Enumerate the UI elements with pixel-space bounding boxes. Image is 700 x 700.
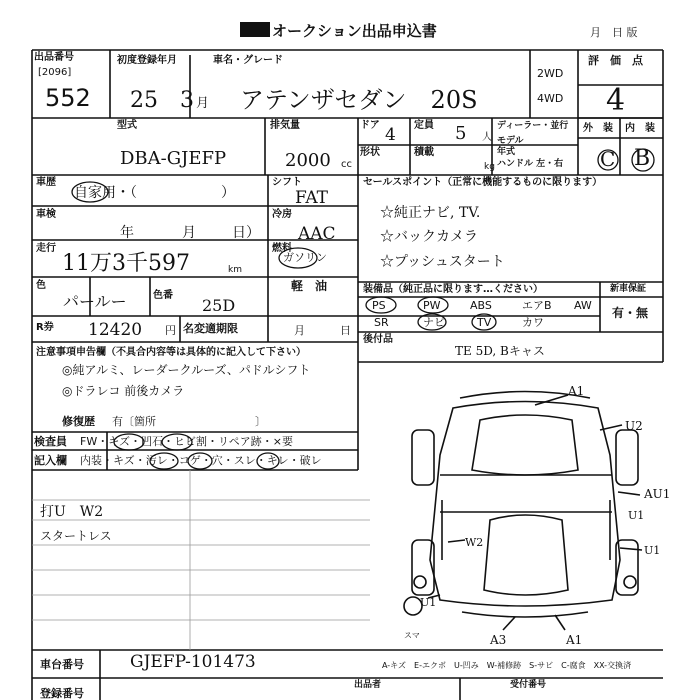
equip-ps: PS: [372, 299, 386, 312]
displacement-unit: cc: [341, 159, 352, 170]
color-code: 25D: [202, 296, 236, 315]
shift-label: シフト: [272, 177, 302, 188]
equip-sr: SR: [374, 316, 389, 329]
doors-value: 4: [385, 125, 396, 145]
lot-code: [2096]: [38, 67, 72, 78]
mileage-label: 走行: [36, 243, 56, 254]
shape-label: 形状: [360, 147, 380, 158]
equip-leather: カワ: [522, 316, 544, 329]
recycle-unit: 円: [165, 324, 176, 337]
load-unit: kg: [484, 162, 495, 172]
inspector-fw-row: FW・キズ・凹石・ヒビ割・リペア跡・×要: [80, 435, 293, 448]
displacement-label: 排気量: [270, 120, 300, 131]
car-name: アテンザセダン 20S: [240, 86, 478, 114]
recycle-label: R券: [36, 322, 54, 333]
form-title: オークション出品申込書: [272, 22, 437, 40]
history-label: 車歴: [36, 177, 56, 188]
registration-label: 初度登録年月: [117, 55, 177, 66]
cooler-label: 冷房: [272, 209, 292, 220]
handle-label: ハンドル 左・右: [497, 159, 564, 169]
inspector-interior-row: 内装・キズ・汚レ・コゲ・穴・スレ・キレ・破レ: [80, 454, 322, 467]
aftermarket-value: TE 5D, Bキャス: [455, 344, 545, 358]
aftermarket-label: 後付品: [363, 334, 393, 345]
sales-point-2: ☆バックカメラ: [380, 229, 478, 245]
inspection-day-unit: 日）: [232, 225, 260, 241]
load-label: 積載: [414, 147, 434, 158]
equip-tv: TV: [477, 316, 492, 329]
notes-line-1: ◎純アルミ、レーダークルーズ、パドルシフト: [62, 363, 311, 377]
color-value: パールー: [63, 292, 127, 311]
model-year-label-2: 年式: [497, 147, 516, 157]
name-change-month: 月: [294, 324, 305, 337]
mark-au1: AU1: [644, 487, 671, 501]
displacement-value: 2000: [285, 150, 331, 171]
registration-month-unit: 月: [196, 96, 210, 111]
smartkey-icon-label: スマ: [404, 631, 420, 640]
new-car-warranty-label: 新車保証: [610, 284, 647, 294]
equipment-label: 装備品（純正品に限ります…ください）: [363, 284, 543, 295]
model-label: 型式: [117, 120, 137, 131]
equip-airbag: エアB: [522, 299, 552, 312]
evaluation-label: 評 価 点: [588, 54, 643, 67]
shift-value: FAT: [295, 188, 329, 208]
mark-a1-top: A1: [568, 384, 585, 398]
interior-label: 内 装: [625, 123, 655, 134]
registration-no-label: 登録番号: [40, 687, 84, 700]
mileage-unit: km: [228, 265, 242, 275]
repair-value: 有〔箇所 〕: [112, 415, 266, 428]
inspection-label: 車検: [36, 209, 56, 220]
new-car-warranty-value: 有・無: [612, 306, 649, 320]
exterior-label: 外 装: [583, 123, 613, 134]
exterior-grade: C: [600, 147, 616, 171]
inspector-label-2: 記入欄: [34, 454, 67, 467]
notes-label: 注意事項申告欄（不具合内容等は具体的に記入して下さい）: [36, 347, 306, 358]
inspection-year-unit: 年: [120, 225, 134, 241]
model-value: DBA-GJEFP: [120, 148, 227, 169]
mark-u1-right-b: U1: [644, 544, 661, 557]
mileage-value: 11万3千597: [62, 251, 190, 276]
history-value: 自家用・（ ）: [74, 185, 235, 201]
mark-w2: W2: [465, 536, 484, 549]
lot-number: 552: [45, 84, 91, 112]
mark-u1-left: U1: [420, 596, 437, 609]
capacity-label: 定員: [414, 120, 434, 131]
evaluation-score: 4: [606, 83, 626, 118]
cooler-value: AAC: [298, 224, 336, 244]
notes-line-2: ◎ドラレコ 前後カメラ: [62, 384, 185, 398]
mark-a3: A3: [490, 633, 507, 647]
equip-navi: ナビ: [423, 316, 445, 329]
interior-grade: B: [634, 146, 651, 171]
sales-point-3: ☆プッシュスタート: [380, 254, 505, 270]
capacity-unit: 人: [482, 132, 492, 143]
mark-u1-right-a: U1: [628, 509, 645, 522]
model-year-label-1: モデル: [497, 136, 524, 146]
inspector-note-2: スタートレス: [40, 529, 112, 543]
drive-4wd: 4WD: [537, 92, 564, 105]
doors-label: ドア: [360, 120, 380, 131]
capacity-value: 5: [455, 123, 467, 144]
sales-points-label: セールスポイント（正常に機能するものに限ります）: [363, 177, 603, 188]
lot-label: 出品番号: [34, 52, 74, 63]
equip-abs: ABS: [470, 299, 492, 312]
drive-2wd: 2WD: [537, 67, 564, 80]
color-label: 色: [36, 280, 46, 291]
damage-legend: A-キズ E-エクボ U-凹み W-補修跡 S-サビ C-腐食 XX-交換済: [382, 661, 632, 670]
name-change-label: 名変適期限: [183, 322, 238, 335]
fuel-other: 軽 油: [291, 279, 328, 293]
date-corner: 月 日 版: [590, 26, 638, 39]
equip-aw: AW: [574, 299, 592, 312]
color-code-label: 色番: [153, 290, 173, 301]
car-name-label: 車名・グレード: [213, 55, 283, 66]
registration-year: 25: [130, 88, 158, 113]
repair-label: 修復歴: [62, 415, 95, 428]
equip-pw: PW: [423, 299, 441, 312]
fuel-label: 燃料: [272, 243, 292, 254]
sales-point-1: ☆純正ナビ, TV.: [380, 205, 481, 221]
mark-u2: U2: [625, 419, 643, 433]
mark-a1-bottom: A1: [566, 633, 583, 647]
inspector-label-1: 検査員: [34, 435, 67, 448]
inspector-note-1: 打U W2: [40, 504, 104, 520]
car-diagram: [404, 392, 645, 631]
registration-month: 3: [180, 88, 194, 113]
name-change-day: 日: [340, 324, 351, 337]
footer-exhibitor: 出品者: [354, 680, 382, 690]
auction-logo: [240, 22, 270, 37]
recycle-value: 12420: [88, 320, 143, 340]
chassis-value: GJEFP-101473: [130, 652, 256, 672]
footer-receipt-no: 受付番号: [510, 680, 547, 690]
fuel-selected: ガソリン: [283, 251, 327, 264]
inspection-month-unit: 月: [182, 225, 196, 241]
dealer-label: ディーラー・並行: [497, 121, 569, 131]
chassis-label: 車台番号: [40, 658, 84, 671]
